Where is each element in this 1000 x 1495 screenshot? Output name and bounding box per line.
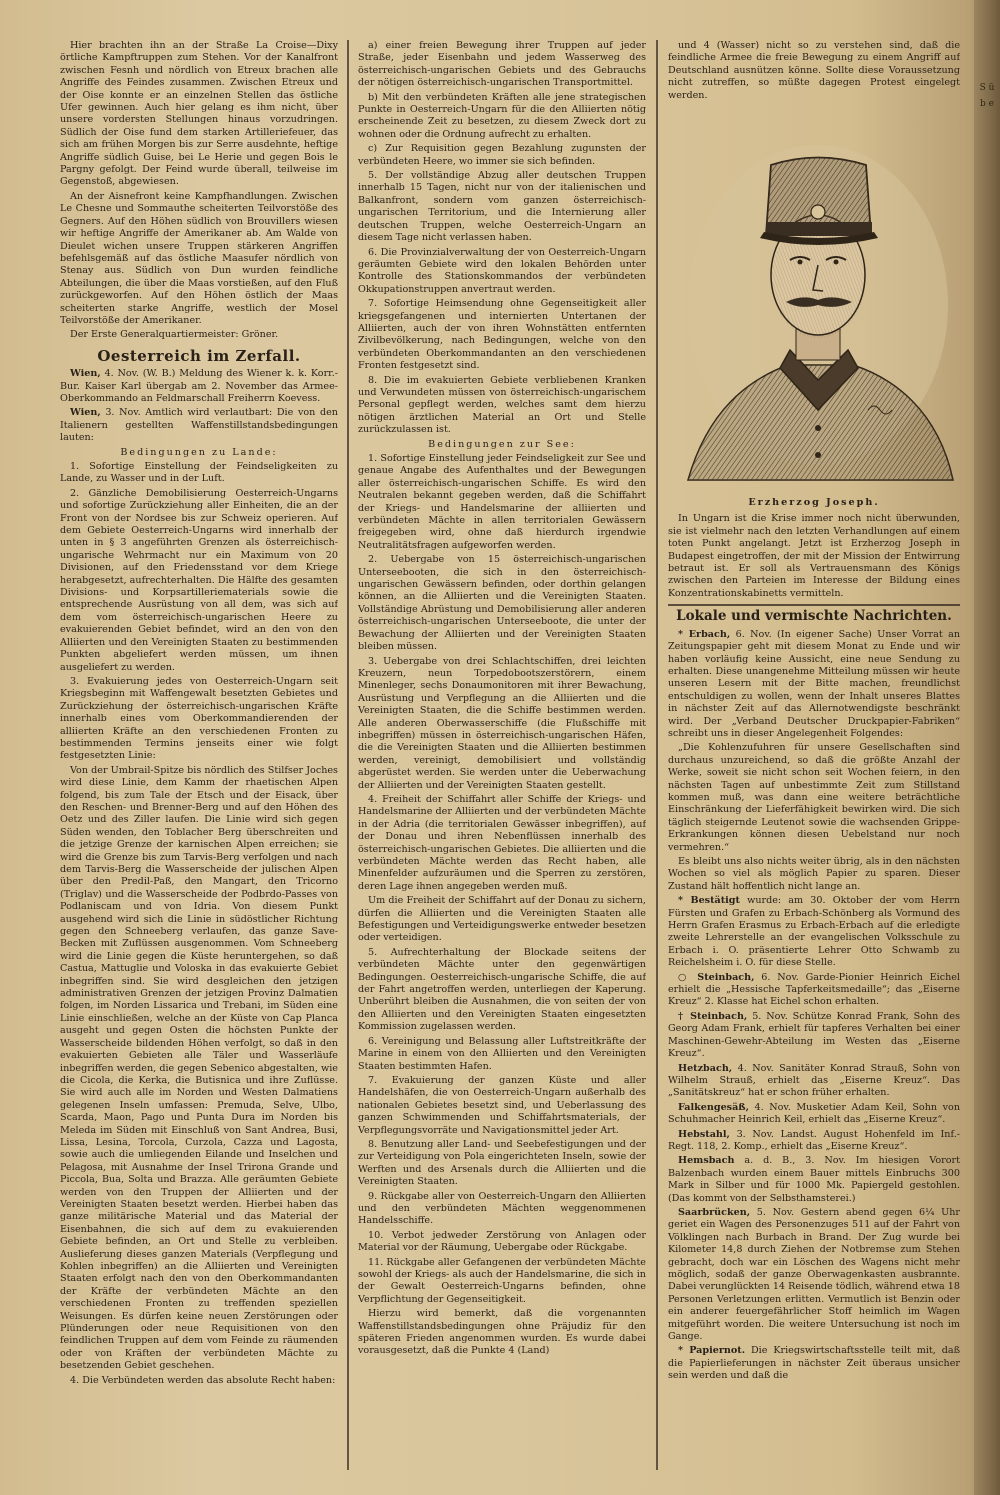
paragraph-text: 6. Nov. (In eigener Sache) Unser Vorrat an Zeitungspapier geht mit diesem Monat zu Ende und wir haben vorläufig keine Aussicht, eine neue Sendung zu erhalten. Diese unangenehme Mitteilung müssen wir heute unseren Lesern mit der Bitte machen, freundlichst entschuldigen zu wollen, wenn der Inhalt unseres Blattes in nächster Zeit auf das Allernotwendigste beschränkt wird. Der „Verband Deutscher Druckpapier-Fabriken“ schreibt uns in dieser Angelegenheit Folgendes: — [668, 628, 960, 739]
sea-condition-3: 3. Uebergabe von drei Schlachtschiffen, drei leichten Kreuzern, neun Torpedobootszerstörern, einem Minenleger, sechs Donaumonitoren mit ihrer Bewachung, Ausrüstung und Verpflegung an die Alliierten und die Vereinigten Staaten, die die Schiffe bestimmen werden. Alle anderen Oberwasserschiffe (die Flußschiffe mit inbegriffen) müssen in österreichisch-ungarischen Häfen, die die Vereinigten Staaten und die Alliierten bestimmen werden, vereinigt, demobilisiert und vollständig abgerüstet werden. Sie werden unter die Ueberwachung der Alliierten und der Vereinigten Staaten gestellt. — [358, 655, 646, 791]
paragraph-text: a. d. B., 3. Nov. Im hiesigen Vorort Balzenbach wurden einem Bauer mittels Einbruchs 300 Mark in Silber und für 1000 Mk. Papiergeld gestohlen. (Das kommt von der Selbsthamsterei.) — [668, 1155, 960, 1204]
news-item — [668, 895, 960, 969]
column-1 — [60, 40, 338, 1480]
sea-condition-11: 11. Rückgabe aller Gefangenen der verbündeten Mächte sowohl der Kriegs- als auch der Handelsmarine, die sich in der Gewalt Oesterreich-Ungarns befinden, ohne Verpflichtung der Gegenseitigkeit. — [358, 1256, 646, 1305]
news-item — [668, 1155, 960, 1205]
paragraph-text: 5. Nov. Schütze Konrad Frank, Sohn des Georg Adam Frank, erhielt für tapferes Verhalten bei einer Maschinen-Gewehr-Abteilung im Westen das „Eiserne Kreuz“. — [668, 1010, 960, 1060]
subheading-sea: Bedingungen zur See: — [428, 438, 576, 450]
condition-3: 3. Evakuierung jedes von Oesterreich-Ungarn seit Kriegsbeginn mit Waffengewalt besetzten Gebietes und Zurückziehung der österreichisch-ungarischen Kräfte innerhalb eines vom Oberkommandierenden der alliierten Kräfte an den verschiedenen Fronten zu bestimmenden Termins jenseits einer wie folgt festgesetzten Linie: — [60, 675, 338, 762]
condition-6: 6. Die Provinzialverwaltung der von Oesterreich-Ungarn geräumten Gebiete wird den lokalen Behörden unter Kontrolle des Stationskommandos der verbündeten Okkupationstruppen anvertraut werden. — [358, 246, 646, 295]
paragraph-text: wurde: am 30. Oktober der vom Herrn Fürsten und Grafen zu Erbach-Schönberg als Vormund des Herrn Grafen Erasmus zu Erbach-Erbach auf die erledigte zweite Lehrerstelle an der evangelischen Volksschule zu Erbach i. O. präsentierte Lehrer Otto Schwamb zu Reichelsheim i. O. für diese Stelle. — [668, 895, 960, 969]
news-item — [668, 1129, 960, 1154]
sea-condition-6: 6. Vereinigung und Belassung aller Luftstreitkräfte der Marine in einem von den Alliierten und den Vereinigten Staaten bestimmten Hafen. — [358, 1035, 646, 1072]
news-item — [668, 1102, 960, 1127]
dateline: Saarbrücken, — [678, 1206, 751, 1218]
news-item — [668, 1345, 960, 1382]
local-news-heading: Lokale und vermischte Nachrichten. — [676, 608, 952, 625]
dateline: * Bestätigt — [678, 895, 740, 907]
dateline: † Steinbach, — [678, 1010, 748, 1022]
paragraph-text: 3. Nov. Landst. August Hohenfeld im Inf.-Regt. 118, 2. Komp., erhielt das „Eiserne Kreuz“. — [668, 1128, 960, 1152]
news-item — [668, 1207, 960, 1343]
dateline: Hetzbach, — [678, 1062, 733, 1074]
dateline: Wien, — [70, 407, 101, 419]
dateline: Falkengesäß, — [678, 1101, 749, 1113]
war-report-signature: Der Erste Generalquartiermeister: Gröner. — [70, 329, 279, 341]
column-2 — [358, 40, 646, 1480]
paragraph-text: 3. Nov. Amtlich wird verlautbart: Die von den Italienern gestellten Waffenstillstandsbedingungen lauten: — [60, 407, 338, 444]
dateline: * Erbach, — [678, 628, 731, 640]
closing-remark-continued: und 4 (Wasser) nicht so zu verstehen sind, daß die feindliche Armee die freie Bewegung zu einem Angriff auf Deutschland ausnützen könne. Sollte diese Voraussetzung nicht zutreffen, so müßte dagegen Protest eingelegt werden. — [668, 40, 960, 101]
condition-4a: a) einer freien Bewegung ihrer Truppen auf jeder Straße, jeder Eisenbahn und jedem Wasserweg des österreichisch-ungarischen Gebiets und des Gebrauchs der nötigen österreichisch-ungarischen Transportmittel. — [358, 40, 646, 89]
paragraph-text: 6. Nov. Garde-Pionier Heinrich Eichel erhielt die „Hessische Tapferkeitsmedaille“; das „Eiserne Kreuz“ 2. Klasse hat Eichel schon erhalten. — [668, 971, 960, 1008]
war-report-paragraph-2: An der Aisnefront keine Kampfhandlungen. Zwischen Le Chesne und Sommauthe scheiterten Teilvorstöße des Gegners. Auf den Höhen südlich von Brouvillers wiesen wir heftige Angriffe der Amerikaner ab. Am Walde von Dieulet wichen unsere Truppen stärkeren Angriffen befehlsgemäß auf das östliche Maasufer nördlich von Stenay aus. Südlich von Dun wurden feindliche Abteilungen, die über die Maas vorstießen, auf den Fluß zurückgeworfen. Auf den Höhen östlich der Maas scheiterten starke Angriffe, westlich der Mosel Teilvorstöße der Amerikaner. — [60, 190, 338, 326]
condition-3-line: Von der Umbrail-Spitze bis nördlich des Stilfser Joches wird diese Linie, dem Kamm der rhaetischen Alpen folgend, bis zum Tale der Etsch und der Eisack, über den Reschen- und Brenner-Berg und auf den Höhen des Oetz und des Ziller laufen. Die Linie wird sich gegen Süden wenden, den Toblacher Berg überschreiten und die jetzige Grenze der karnischen Alpen erreichen; sie wird die Grenze bis zum Tarvis-Berg verfolgen und nach dem Tarvis-Berg die Wasserscheide der julischen Alpen über den Predil-Paß, den Mangart, den Tricorno (Triglav) und die Wasserscheide der Podbrdo-Passes von Podlaniscam und von Idria. Von diesem Punkt ausgehend wird sich die Linie in südöstlicher Richtung gegen den Schneeberg verlaufen, das ganze Save-Becken mit Zuflüssen ausgenommen. Vom Schneeberg wird die Linie gegen die Küste heruntergehen, so daß Castua, Mattuglie und Voloska in das evakuierte Gebiet inbegriffen sind. Sie wird desgleichen den jetzigen administrativen Grenzen der jetzigen Provinz Dalmatien folgen, im Norden Lissarica und Trebani, im Süden eine Linie einschließen, welche an der Küste von Cap Planca ausgeht und gegen Osten die höchsten Punkte der Wasserscheide bildenden Höhen verfolgt, so daß in den evakuierten Gebieten alle Täler und Wasserläufe inbegriffen werden, die gegen Sebenico abgestalten, wie die Cicola, die Kerka, die Butisnica und ihre Zuflüsse. Sie wird auch alle im Norden und Westen Dalmatiens gelegenen Inseln umfassen: Premuda, Selve, Ulbo, Scarda, Maon, Pago und Punta Dura im Norden bis Meleda im Süden mit Einschluß von Sant Andrea, Busi, Lissa, Lesina, Torcola, Curzola, Cazza und Lagosta, sowie auch die umliegenden Eilande und Inselchen und Pelagosa, mit Ausnahme der Insel Trirona Grande und Piccola, Bua, Solta und Brazza. Alle geräumten Gebiete werden von den Truppen der Alliierten und der Vereinigten Staaten besetzt werden. Hierbei haben das ganze militärische Material und das Material der Eisenbahnen, die sich auf dem zu evakuierenden Gebiete befinden, an Ort und Stelle zu verbleiben. Auslieferung dieses ganzen Materials (Verpflegung und Kohlen inbegriffen) an die Alliierten und Vereinigten Staaten erfolgt nach den von den Oberkommandanten der Kräfte der verbündeten Mächte an den verschiedenen Fronten zu treffenden speziellen Weisungen. Es dürfen keine neuen Zerstörungen oder Plünderungen oder neue Requisitionen von den feindlichen Truppen auf dem vom Feinde zu räumenden oder von Kräften der verbündeten Mächte zu besetzenden Gebiet geschehen. — [60, 764, 338, 1372]
paragraph-text: 4. Nov. Sanitäter Konrad Strauß, Sohn von Wilhelm Strauß, erhielt das „Eiserne Kreuz“. Das „Sanitätskreuz“ hat er schon früher erhalten. — [668, 1062, 960, 1099]
section-divider — [668, 604, 960, 606]
dateline: Hemsbach — [678, 1155, 735, 1167]
sea-condition-5: 5. Aufrechterhaltung der Blockade seitens der verbündeten Mächte unter den gegenwärtigen Bedingungen. Oesterreichisch-ungarische Schiffe, die auf der Fahrt angetroffen werden, unterliegen der Kaperung. Unberührt bleiben die Ausnahmen, die von seiten der von den Alliierten und den Vereinigten Staaten eingesetzten Kommission zugelassen werden. — [358, 946, 646, 1033]
column-rule-2 — [656, 40, 658, 1470]
sea-condition-9: 9. Rückgabe aller von Oesterreich-Ungarn den Alliierten und den verbündeten Mächten weggenommenen Handelsschiffe. — [358, 1190, 646, 1227]
sea-condition-4: 4. Freiheit der Schiffahrt aller Schiffe der Kriegs- und Handelsmarine der Alliierten und der verbündeten Mächte in der Adria (die territorialen Gewässer inbegriffen), auf der Donau und ihren Nebenflüssen innerhalb des österreichisch-ungarischen Gebietes. Die alliierten und die verbündeten Mächte werden das Recht haben, alle Minenfelder aufzuräumen und die Sperren zu zerstören, deren Lage ihnen angegeben werden muß. — [358, 793, 646, 892]
paragraph-text: 4. Nov. Musketier Adam Keil, Sohn von Schuhmacher Heinrich Keil, erhielt das „Eiserne Kreuz“. — [668, 1101, 960, 1126]
sea-condition-4-note: Um die Freiheit der Schiffahrt auf der Donau zu sichern, dürfen die Alliierten und die Vereinigten Staaten alle Befestigungen und Verteidigungswerke entweder besetzen oder verteidigen. — [358, 895, 646, 944]
news-conclusion: Es bleibt uns also nichts weiter übrig, als in den nächsten Wochen so viel als möglich Papier zu sparen. Dieser Zustand hält hoffentlich nicht lange an. — [668, 856, 960, 892]
news-item — [668, 1063, 960, 1100]
war-report-paragraph-1: Hier brachten ihn an der Straße La Croise—Dixy örtliche Kampftruppen zum Stehen. Vor der Kanalfront zwischen Fesnh und nördlich von Etreux brachen alle Angriffe des Feindes zusammen. Zwischen Etreux und der Oise konnte er an einzelnen Stellen das östliche Ufer gewinnen. Auch hier gelang es ihm nicht, über unsere vordersten Stellungen hinaus vorzudringen. Südlich der Oise fund dem starken Artilleriefeuer, das sich am frühen Morgen bis zur Serre ausdehnte, heftige Angriffe südlich Guise, bei Le Herie und gegen Bois le Pargny gefolgt. Der Feind wurde überall, teilweise im Gegenstoß, abgewiesen. — [60, 40, 338, 188]
subheading-land: Bedingungen zu Lande: — [120, 446, 278, 458]
condition-4: 4. Die Verbündeten werden das absolute Recht haben: — [70, 1374, 336, 1386]
condition-2: 2. Gänzliche Demobilisierung Oesterreich-Ungarns und sofortige Zurückziehung aller Einheiten, die an der Front von der Nordsee bis zur Schweiz operieren. Auf dem Gebiete Oesterreich-Ungarns wird innerhalb der unten in § 3 angeführten Grenzen als österreichisch-ungarische Wehrmacht nur ein Maximum von 20 Divisionen, auf den Friedensstand vor dem Kriege herabgesetzt, aufrechterhalten. Die Hälfte des gesamten Divisions- und Korpsartilleriematerials sowie die entsprechende Ausrüstung von all dem, was sich auf dem vom österreichisch-ungarischen Heere zu evakuierenden Gebiet befindet, wird an den von den Alliierten und den Vereinigten Staaten zu bestimmenden Punkten abgeliefert werden müssen, um ihnen ausgeliefert zu werden. — [60, 487, 338, 673]
news-quote: „Die Kohlenzufuhren für unsere Gesellschaften sind durchaus unzureichend, so daß die größte Anzahl der Werke, soweit sie nicht schon seit Wochen feiern, in den nächsten Tagen auf unbestimmte Zeit zum Stillstand kommen muß, was dann eine weitere beträchtliche Einschränkung der Lieferfähigkeit bewirken wird. Die sich täglich steigernde Leutenot sowie die wachsenden Grippe-Erkrankungen können diesen Uebelstand nur noch vermehren.“ — [668, 742, 960, 853]
portrait-engraving-icon — [668, 110, 960, 495]
sea-condition-1: 1. Sofortige Einstellung jeder Feindseligkeit zur See und genaue Angabe des Aufenthaltes und der Bewegungen aller österreichisch-ungarischen Schiffe. Es wird den Neutralen bekannt gegeben werden, daß die Schiffahrt der Kriegs- und Handelsmarine der alliierten und verbündeten Mächte in allen territorialen Gewässern freigegeben wird, ohne daß hierdurch irgendwie Neutralitätsfragen aufgeworfen werden. — [358, 453, 646, 551]
paragraph-text: 5. Nov. Gestern abend gegen 6¼ Uhr geriet ein Wagen des Personenzuges 511 auf der Fahrt von Völklingen nach Burbach in Brand. Der Zug wurde bei Kilometer 14,8 durch Ziehen der Notbremse zum Stehen gebracht, doch war ein Löschen des Wagens nicht mehr möglich, sodaß der ganze Oberwagenkasten ausbrannte. Dabei verunglückten 14 Reisende tödlich, während etwa 18 Personen Verletzungen erlitten. Vermutlich ist Benzin oder ein anderer feuergefährlicher Stoff heimlich im Wagen mitgeführt worden. Die weitere Untersuchung ist noch im Gange. — [668, 1206, 960, 1343]
closing-remark: Hierzu wird bemerkt, daß die vorgenannten Waffenstillstandsbedingungen ohne Präjudiz für den späteren Frieden angenommen wurden. Es wurde dabei vorausgesetzt, daß die Punkte 4 (Land) — [358, 1308, 646, 1357]
binding-spine — [974, 0, 1000, 1495]
news-item — [668, 1011, 960, 1061]
condition-4c: c) Zur Requisition gegen Bezahlung zugunsten der verbündeten Heere, wo immer sie sich befinden. — [358, 143, 646, 167]
condition-8: 8. Die im evakuierten Gebiete verbliebenen Kranken und Verwundeten müssen von österreichisch-ungarischem Personal gepflegt werden, welches samt dem hierzu nötigen ärztlichen Material an Ort und Stelle zurückzulassen ist. — [358, 374, 646, 436]
sea-condition-8: 8. Benutzung aller Land- und Seebefestigungen und der zur Verteidigung von Pola eingerichteten Inseln, sowie der Werften und des Arsenals durch die Alliierten und die Vereinigten Staaten. — [358, 1138, 646, 1188]
portrait-illustration — [668, 110, 960, 495]
paragraph-text: Die Kriegswirtschaftsstelle teilt mit, daß die Papierlieferungen in nächster Zeit überaus unsicher sein werden und daß die — [668, 1345, 960, 1382]
condition-7: 7. Sofortige Heimsendung ohne Gegenseitigkeit aller kriegsgefangenen und internierten Untertanen der Alliierten, auch der von ihren Wohnstätten entfernten Zivilbevölkerung, nach Bedingungen, welche von den verbündeten Oberkommandanten an den verschiedenen Fronten festgesetzt sind. — [358, 298, 646, 372]
condition-1: 1. Sofortige Einstellung der Feindseligkeiten zu Lande, zu Wasser und in der Luft. — [60, 461, 338, 485]
paragraph-text: 4. Nov. (W. B.) Meldung des Wiener k. k. Korr.-Bur. Kaiser Karl übergab am 2. November das Armee-Oberkommando an Feldmarschall Freiherrn Koevess. — [60, 368, 338, 404]
news-item — [668, 972, 960, 1009]
spine-text: S ü b e — [979, 83, 995, 109]
portrait-caption: Erzherzog Joseph. — [748, 497, 880, 509]
sea-condition-10: 10. Verbot jedweder Zerstörung von Anlagen oder Material vor der Räumung, Uebergabe oder Rückgabe. — [358, 1229, 646, 1254]
sea-condition-2: 2. Uebergabe von 15 österreichisch-ungarischen Unterseebooten, die sich in den österreichisch-ungarischen Gewässern befinden, oder dorthin gelangen können, an die Alliierten und die Vereinigten Staaten. Vollständige Abrüstung und Demobilisierung aller anderen österreichisch-ungarischen Unterseeboote, die unter der Bewachung der Alliierten und der Vereinigten Staaten bleiben müssen. — [358, 554, 646, 653]
article-paragraph — [60, 407, 338, 444]
hungary-paragraph: In Ungarn ist die Krise immer noch nicht überwunden, sie ist vielmehr nach den letzten Verhandlungen auf einem toten Punkt angelangt. Jetzt ist Erzherzog Joseph in Budapest eingetroffen, der mit der Mission der Entwirrung betraut ist. Er soll als Vertrauensmann des Königs zwischen den Parteien im Interesse der Bildung eines Konzentrationskabinetts vermitteln. — [668, 513, 960, 599]
dateline: ○ Steinbach, — [678, 971, 755, 983]
condition-5: 5. Der vollständige Abzug aller deutschen Truppen innerhalb 15 Tagen, nicht nur von der italienischen und Balkanfront, sondern vom ganzen österreichisch-ungarischen Territorium, und die Internierung aller deutschen Truppen, welche Oesterreich-Ungarn an diesem Tage nicht verlassen haben. — [358, 170, 646, 244]
dateline: Hebstahl, — [678, 1128, 730, 1140]
column-3 — [668, 40, 960, 1480]
article-paragraph — [60, 368, 338, 405]
article-heading-oesterreich: Oesterreich im Zerfall. — [97, 346, 301, 365]
dateline: * Papiernot. — [678, 1345, 746, 1357]
sea-condition-7: 7. Evakuierung der ganzen Küste und aller Handelshäfen, die von Oesterreich-Ungarn außerhalb des nationalen Gebietes besetzt sind, und Ueberlassung des ganzen Schwimmenden und Schiffahrtsmaterials, der Verpflegungsvorräte und Navigationsmittel jeder Art. — [358, 1074, 646, 1136]
news-item — [668, 629, 960, 741]
condition-4b: b) Mit den verbündeten Kräften alle jene strategischen Punkte in Oesterreich-Ungarn für die den Alliierten nötig erscheinende Zeit zu besetzen, zu diesem Zweck dort zu wohnen oder die Ordnung aufrecht zu erhalten. — [358, 91, 646, 140]
dateline: Wien, — [70, 368, 101, 380]
column-rule-1 — [347, 40, 349, 1470]
